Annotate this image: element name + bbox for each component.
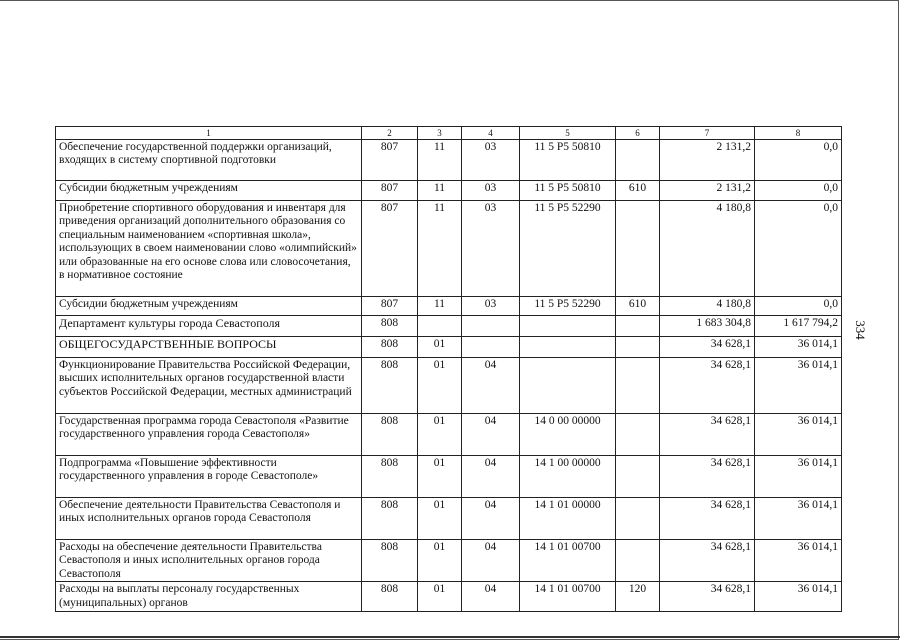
- row-target-article: 14 1 01 00700: [520, 540, 616, 582]
- row-section: 01: [418, 358, 462, 414]
- row-grbs: 808: [362, 414, 418, 456]
- row-sum-col8: 0,0: [755, 201, 842, 297]
- row-target-article: [520, 358, 616, 414]
- row-sum-col8: 0,0: [755, 297, 842, 316]
- row-name: Обеспечение деятельности Правительства Севастополя и иных исполнительных органов города Севастополя: [56, 498, 362, 540]
- row-target-article: 11 5 P5 50810: [520, 140, 616, 181]
- table-row: [56, 540, 842, 582]
- row-name: Расходы на обеспечение деятельности Правительства Севастополя и иных исполнительных органов города Севастополя: [56, 540, 362, 582]
- row-sum-col7: 4 180,8: [660, 201, 755, 297]
- row-section: 11: [418, 297, 462, 316]
- table-row: [56, 498, 842, 540]
- row-grbs: 808: [362, 582, 418, 612]
- row-grbs: 808: [362, 337, 418, 358]
- header-cell: 8: [755, 127, 842, 140]
- table-row: [56, 456, 842, 498]
- row-name: Приобретение спортивного оборудования и инвентаря для приведения организаций дополнительного образования со специальным наименованием «спортивная школа», использующих в своем наименовании слово «олимпийский» или образованные на его основе слова или словосочетания, в нормативное состояние: [56, 201, 362, 297]
- row-sum-col7: 34 628,1: [660, 498, 755, 540]
- header-cell: 3: [418, 127, 462, 140]
- row-section: [418, 316, 462, 337]
- row-subsection: 04: [462, 540, 520, 582]
- row-sum-col7: 2 131,2: [660, 181, 755, 201]
- header-cell: 4: [462, 127, 520, 140]
- row-expense-type: 610: [616, 297, 660, 316]
- row-expense-type: [616, 201, 660, 297]
- row-name: ОБЩЕГОСУДАРСТВЕННЫЕ ВОПРОСЫ: [56, 337, 362, 358]
- row-subsection: 04: [462, 414, 520, 456]
- row-expense-type: 610: [616, 181, 660, 201]
- row-sum-col7: 4 180,8: [660, 297, 755, 316]
- row-sum-col8: 36 014,1: [755, 358, 842, 414]
- header-row: [56, 127, 842, 140]
- row-section: 01: [418, 582, 462, 612]
- row-sum-col8: 36 014,1: [755, 540, 842, 582]
- row-section: 11: [418, 181, 462, 201]
- row-grbs: 807: [362, 297, 418, 316]
- row-target-article: 11 5 P5 52290: [520, 201, 616, 297]
- budget-table: [55, 126, 842, 612]
- row-section: 01: [418, 456, 462, 498]
- row-grbs: 807: [362, 181, 418, 201]
- table-row: [56, 201, 842, 297]
- row-sum-col7: 34 628,1: [660, 582, 755, 612]
- row-expense-type: [616, 414, 660, 456]
- row-name: Субсидии бюджетным учреждениям: [56, 181, 362, 201]
- table-row: [56, 140, 842, 181]
- page-number: 334: [853, 320, 868, 340]
- header-cell: 6: [616, 127, 660, 140]
- row-expense-type: [616, 456, 660, 498]
- row-target-article: [520, 337, 616, 358]
- row-name: Субсидии бюджетным учреждениям: [56, 297, 362, 316]
- row-sum-col8: 36 014,1: [755, 337, 842, 358]
- row-name: Департамент культуры города Севастополя: [56, 316, 362, 337]
- row-section: 11: [418, 140, 462, 181]
- row-section: 01: [418, 337, 462, 358]
- row-sum-col8: 36 014,1: [755, 498, 842, 540]
- row-target-article: 11 5 P5 50810: [520, 181, 616, 201]
- row-sum-col8: 36 014,1: [755, 456, 842, 498]
- header-cell: 1: [56, 127, 362, 140]
- row-section: 01: [418, 498, 462, 540]
- table-row: [56, 414, 842, 456]
- row-sum-col7: 34 628,1: [660, 414, 755, 456]
- row-target-article: 11 5 P5 52290: [520, 297, 616, 316]
- row-sum-col7: 34 628,1: [660, 358, 755, 414]
- row-grbs: 808: [362, 358, 418, 414]
- table-row: [56, 181, 842, 201]
- row-subsection: [462, 337, 520, 358]
- row-sum-col7: 34 628,1: [660, 540, 755, 582]
- table-row: [56, 582, 842, 612]
- scan-edge-line: [0, 636, 900, 638]
- row-name: Обеспечение государственной поддержки организаций, входящих в систему спортивной подготовки: [56, 140, 362, 181]
- row-sum-col7: 1 683 304,8: [660, 316, 755, 337]
- row-target-article: [520, 316, 616, 337]
- row-name: Функционирование Правительства Российской Федерации, высших исполнительных органов государственной власти субъектов Российской Федерации, местных администраций: [56, 358, 362, 414]
- row-sum-col7: 34 628,1: [660, 456, 755, 498]
- row-grbs: 807: [362, 140, 418, 181]
- row-expense-type: [616, 358, 660, 414]
- row-subsection: 03: [462, 297, 520, 316]
- row-subsection: 03: [462, 140, 520, 181]
- row-subsection: 03: [462, 201, 520, 297]
- row-name: Подпрограмма «Повышение эффективности государственного управления в городе Севастополе»: [56, 456, 362, 498]
- row-sum-col7: 34 628,1: [660, 337, 755, 358]
- row-grbs: 808: [362, 316, 418, 337]
- row-expense-type: 120: [616, 582, 660, 612]
- row-subsection: 04: [462, 498, 520, 540]
- row-section: 01: [418, 414, 462, 456]
- row-section: 01: [418, 540, 462, 582]
- table-row: [56, 337, 842, 358]
- row-sum-col8: 1 617 794,2: [755, 316, 842, 337]
- row-target-article: 14 1 00 00000: [520, 456, 616, 498]
- row-subsection: 03: [462, 181, 520, 201]
- header-cell: 7: [660, 127, 755, 140]
- row-expense-type: [616, 540, 660, 582]
- row-sum-col7: 2 131,2: [660, 140, 755, 181]
- row-grbs: 808: [362, 456, 418, 498]
- row-expense-type: [616, 316, 660, 337]
- table-row: [56, 297, 842, 316]
- row-target-article: 14 1 01 00000: [520, 498, 616, 540]
- header-cell: 2: [362, 127, 418, 140]
- row-target-article: 14 1 01 00700: [520, 582, 616, 612]
- row-sum-col8: 0,0: [755, 181, 842, 201]
- table-row: [56, 358, 842, 414]
- row-target-article: 14 0 00 00000: [520, 414, 616, 456]
- row-subsection: 04: [462, 582, 520, 612]
- table-row: [56, 316, 842, 337]
- row-grbs: 808: [362, 540, 418, 582]
- row-grbs: 808: [362, 498, 418, 540]
- row-expense-type: [616, 337, 660, 358]
- row-subsection: [462, 316, 520, 337]
- row-grbs: 807: [362, 201, 418, 297]
- row-subsection: 04: [462, 358, 520, 414]
- row-section: 11: [418, 201, 462, 297]
- row-sum-col8: 36 014,1: [755, 582, 842, 612]
- row-subsection: 04: [462, 456, 520, 498]
- row-name: Расходы на выплаты персоналу государственных (муниципальных) органов: [56, 582, 362, 612]
- row-sum-col8: 0,0: [755, 140, 842, 181]
- row-name: Государственная программа города Севастополя «Развитие государственного управления города Севастополя»: [56, 414, 362, 456]
- row-sum-col8: 36 014,1: [755, 414, 842, 456]
- header-cell: 5: [520, 127, 616, 140]
- row-expense-type: [616, 498, 660, 540]
- row-expense-type: [616, 140, 660, 181]
